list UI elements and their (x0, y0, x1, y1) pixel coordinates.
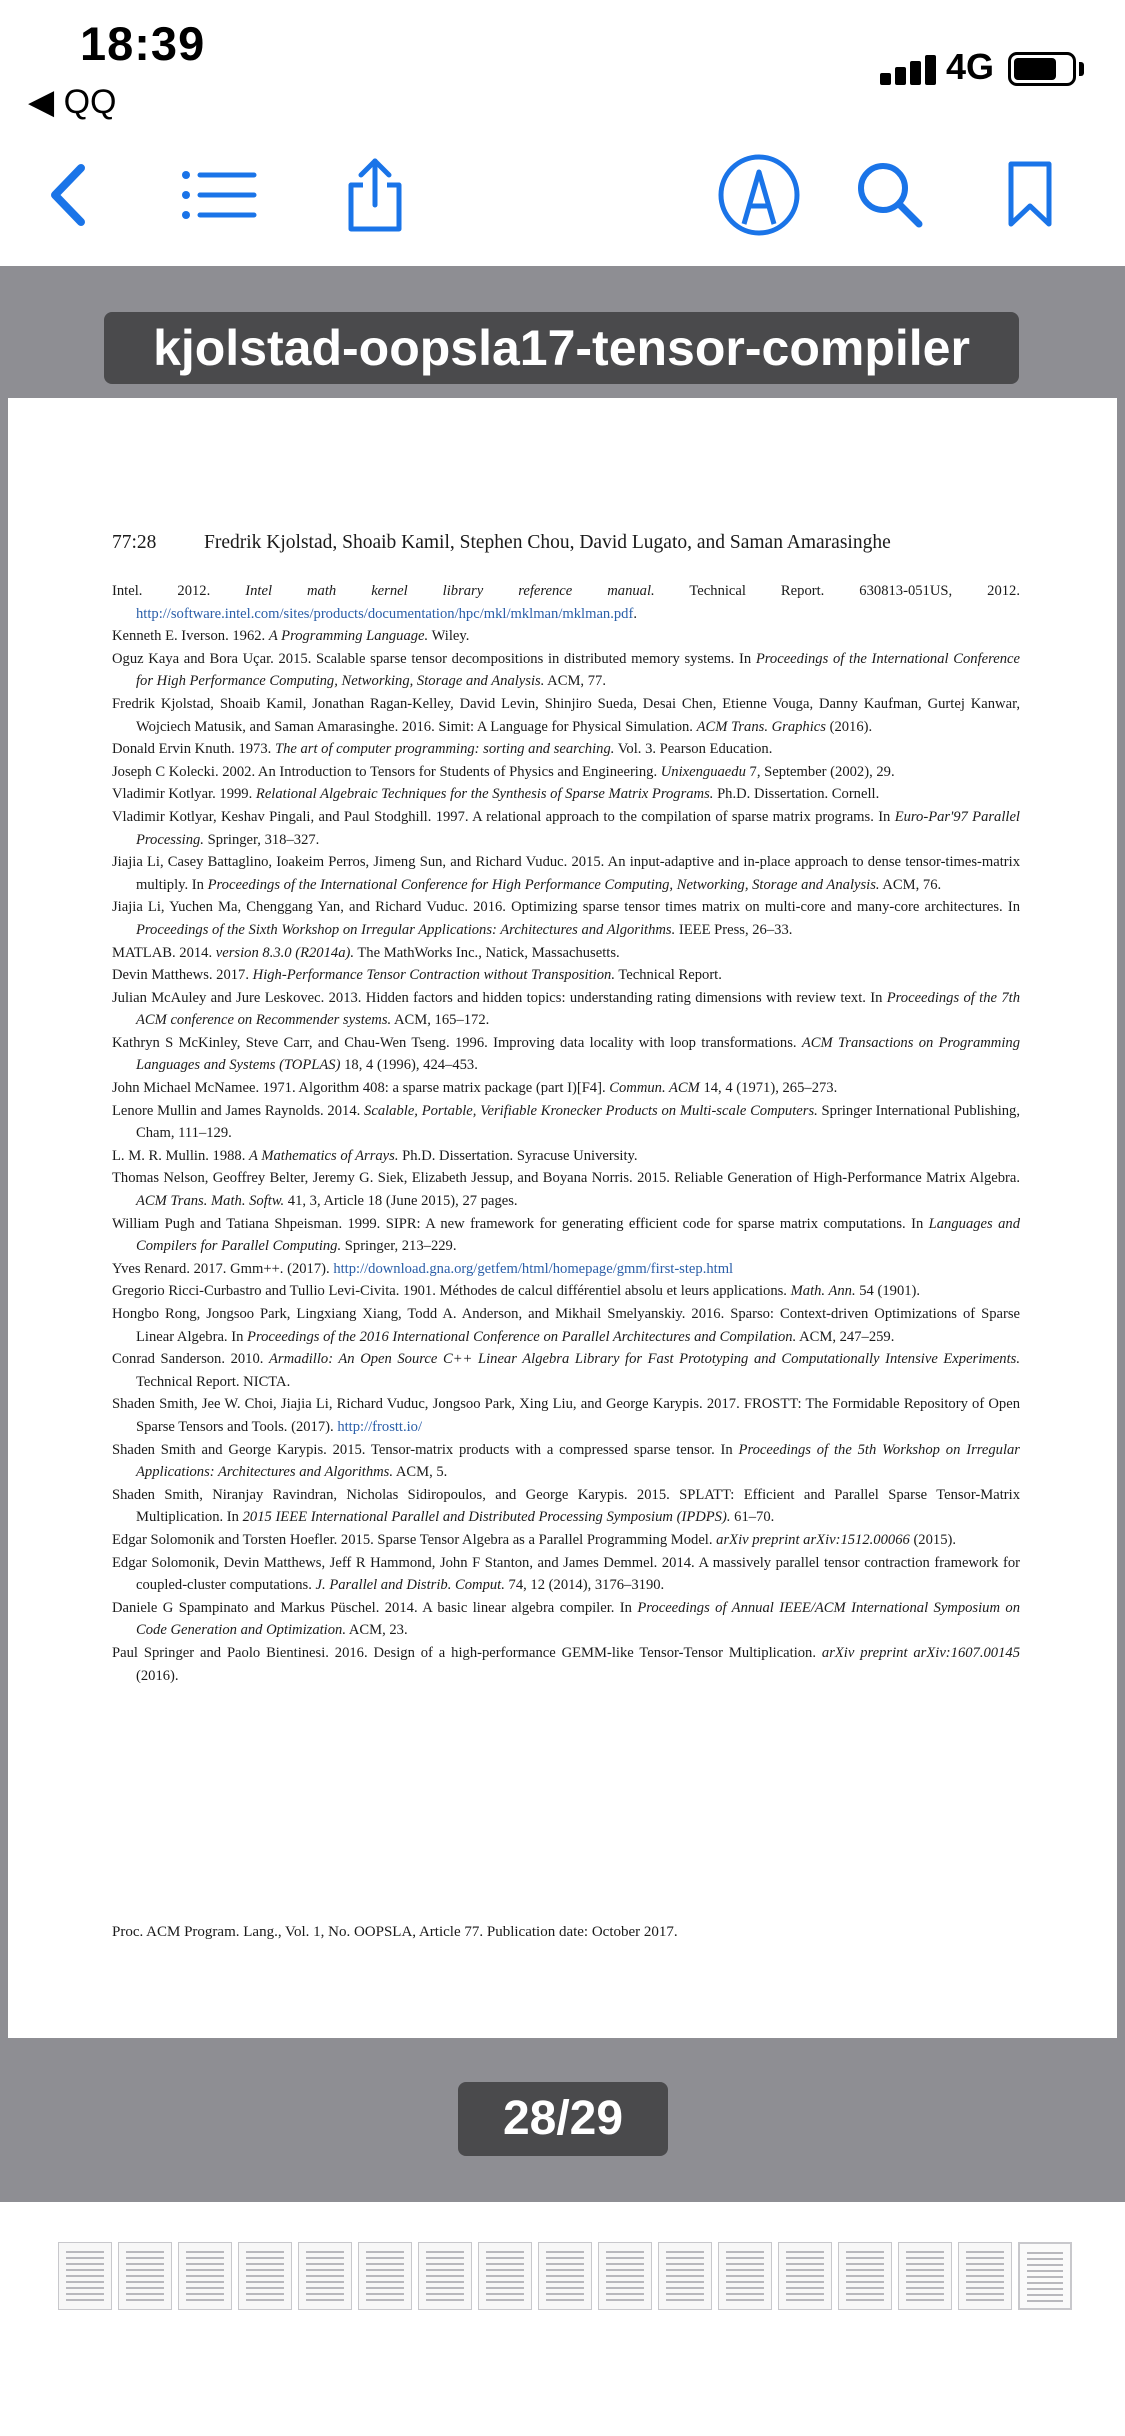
reference-item (112, 942, 1020, 965)
reference-text: Fredrik Kjolstad, Shoaib Kamil, Jonathan Ragan-Kelley, David Levin, Shinjiro Sueda, Desai Chen, Etienne Vouga, Danny Kaufman, Gurtej Kanwar, Wojciech Matusik, and Saman Amarasinghe. 2016. Simit: A Language for Physical Simulation. (112, 695, 1020, 735)
running-head (112, 532, 1020, 554)
running-head-authors: Fredrik Kjolstad, Shoaib Kamil, Stephen Chou, David Lugato, and Saman Amarasinghe (204, 532, 891, 553)
page-footer: Proc. ACM Program. Lang., Vol. 1, No. OOPSLA, Article 77. Publication date: October 2017. (112, 1924, 678, 1940)
reference-item (112, 580, 1020, 625)
reference-venue: ACM Transactions on Programming Languages and Systems (TOPLAS) (136, 1034, 1020, 1074)
share-icon (343, 155, 407, 235)
pdf-page[interactable] (8, 398, 1117, 2038)
reference-venue: Languages and Compilers for Parallel Computing. (136, 1215, 1020, 1255)
page-thumbnail[interactable] (178, 2242, 232, 2310)
list-icon (178, 165, 258, 225)
reference-text: MATLAB. 2014. (112, 944, 216, 961)
bookmark-icon (1005, 160, 1055, 230)
reference-venue: Proceedings of the International Conference for High Performance Computing, Networking, Storage and Analysis. (207, 876, 880, 893)
reference-item (112, 1145, 1020, 1168)
reference-venue: Intel math kernel library reference manual. (245, 583, 655, 599)
page-thumbnail[interactable] (238, 2242, 292, 2310)
share-button[interactable] (330, 150, 420, 240)
reference-text: Springer, 318–327. (203, 831, 320, 848)
reference-text: Technical Report. (614, 967, 722, 984)
reference-text: 54 (1901). (855, 1283, 921, 1300)
reference-text: Edgar Solomonik and Torsten Hoefler. 2015. Sparse Tensor Algebra as a Parallel Programming Model. (112, 1531, 717, 1548)
reference-url[interactable]: http://download.gna.org/getfem/html/homepage/gmm/first-step.html (333, 1260, 734, 1277)
reference-url[interactable]: http://frostt.io/ (337, 1418, 423, 1435)
reference-list (112, 580, 1020, 1687)
reference-text: Gregorio Ricci-Curbastro and Tullio Levi-Civita. 1901. Méthodes de calcul différentiel absolu et leurs applications. (112, 1283, 791, 1300)
reference-venue: Math. Ann. (790, 1283, 856, 1300)
reference-venue: Proceedings of the 7th ACM conference on Recommender systems. (136, 989, 1020, 1029)
page-thumbnail[interactable] (838, 2242, 892, 2310)
reference-text: Ph.D. Dissertation. Cornell. (713, 786, 880, 803)
reference-text: ACM, 23. (345, 1622, 408, 1639)
reference-url[interactable]: http://software.intel.com/sites/products/documentation/hpc/mkl/mklman/mklman.pdf (136, 605, 634, 622)
reference-text: Devin Matthews. 2017. (112, 967, 253, 984)
reference-text: Yves Renard. 2017. Gmm++. (2017). (112, 1260, 334, 1277)
reference-text: Shaden Smith, Jee W. Choi, Jiajia Li, Richard Vuduc, Jongsoo Park, Xing Liu, and George Karypis. 2017. FROSTT: The Formidable Repository of Open Sparse Tensors and Tools. (2017). (112, 1396, 1020, 1435)
reference-item (112, 738, 1020, 761)
status-bar (0, 0, 1125, 130)
reference-item (112, 1597, 1020, 1642)
reference-venue: Proceedings of the 2016 International Conference on Parallel Architectures and Compilation. (247, 1328, 797, 1345)
reference-item (112, 806, 1020, 851)
reference-text: Edgar Solomonik, Devin Matthews, Jeff R Hammond, John F Stanton, and James Demmel. 2014. A massively parallel tensor contraction framework for coupled-cluster computations. (112, 1554, 1020, 1594)
reference-item (112, 761, 1020, 784)
reference-venue: High-Performance Tensor Contraction without Transposition. (252, 967, 615, 984)
reference-item (112, 1167, 1020, 1212)
battery-cap (1079, 62, 1084, 76)
reference-text: Shaden Smith and George Karypis. 2015. Tensor-matrix products with a compressed sparse tensor. In (112, 1441, 739, 1458)
bookmark-button[interactable] (985, 150, 1075, 240)
reference-item (112, 1439, 1020, 1484)
reference-text: 18, 4 (1996), 424–453. (340, 1057, 478, 1074)
reference-text: Jiajia Li, Yuchen Ma, Chenggang Yan, and Richard Vuduc. 2016. Optimizing sparse tensor times matrix on multi-core and many-core architectures. In (112, 899, 1020, 916)
reference-text: (2016). (136, 1667, 179, 1684)
page-thumbnail[interactable] (718, 2242, 772, 2310)
page-content (112, 532, 1020, 1687)
reference-text: L. M. R. Mullin. 1988. (112, 1147, 250, 1164)
reference-text: Shaden Smith, Niranjay Ravindran, Nicholas Sidiropoulos, and George Karypis. 2015. SPLATT: Efficient and Parallel Sparse Tensor-Matrix Multiplication. In (112, 1486, 1020, 1526)
reference-venue: A Programming Language. (268, 628, 429, 645)
reference-item (112, 1258, 1020, 1281)
reference-item (112, 1100, 1020, 1145)
reference-text: Joseph C Kolecki. 2002. An Introduction to Tensors for Students of Physics and Engineering. (112, 763, 661, 780)
page-number: 77:28 (112, 532, 157, 553)
reference-item (112, 1280, 1020, 1303)
page-thumbnail[interactable] (958, 2242, 1012, 2310)
reference-text: Vol. 3. Pearson Education. (614, 741, 773, 758)
reference-item (112, 783, 1020, 806)
reference-venue: Scalable, Portable, Verifiable Kronecker Products on Multi-scale Computers. (364, 1102, 818, 1119)
reference-text: Technical Report. 630813-051US, 2012. (654, 583, 1020, 599)
reference-text: Julian McAuley and Jure Leskovec. 2013. Hidden factors and hidden topics: understanding rating dimensions with review text. In (112, 989, 887, 1006)
reference-venue: version 8.3.0 (R2014a). (215, 944, 354, 961)
reference-item (112, 1393, 1020, 1438)
reference-venue: ACM Trans. Math. Softw. (136, 1193, 285, 1210)
reference-text: Springer, 213–229. (341, 1238, 457, 1255)
markup-button[interactable] (714, 150, 804, 240)
back-to-app-link[interactable]: ◀ QQ (28, 83, 117, 121)
reference-text: The MathWorks Inc., Natick, Massachusetts. (354, 944, 620, 961)
reference-venue: Unixenguaedu (660, 763, 746, 780)
reference-venue: Euro-Par'97 Parallel Processing. (136, 808, 1020, 848)
reference-text: Vladimir Kotlyar, Keshav Pingali, and Paul Stodghill. 1997. A relational approach to the compilation of sparse matrix programs. In (112, 808, 895, 825)
outline-list-button[interactable] (173, 150, 263, 240)
reference-item (112, 1642, 1020, 1687)
reference-text: 74, 12 (2014), 3176–3190. (504, 1577, 665, 1594)
reference-venue: ACM Trans. Graphics (696, 718, 826, 735)
back-button[interactable] (24, 150, 114, 240)
page-indicator: 28/29 (458, 2082, 668, 2156)
search-button[interactable] (845, 150, 935, 240)
page-thumbnail[interactable] (58, 2242, 112, 2310)
back-chevron-icon (39, 160, 99, 230)
page-thumbnail[interactable] (598, 2242, 652, 2310)
reference-venue: 2015 IEEE International Parallel and Distributed Processing Symposium (IPDPS). (242, 1509, 731, 1526)
reference-text: Technical Report. NICTA. (136, 1373, 291, 1390)
reference-item (112, 1077, 1020, 1100)
reference-text: . (633, 605, 637, 622)
cellular-signal-icon (880, 55, 940, 85)
reference-text: Donald Ervin Knuth. 1973. (112, 741, 275, 758)
reference-text: ACM, 77. (544, 673, 606, 690)
reference-item (112, 1348, 1020, 1393)
network-type: 4G (946, 46, 995, 87)
reference-item (112, 964, 1020, 987)
reference-venue: Commun. ACM (609, 1080, 700, 1097)
reference-text: (2016). (825, 718, 873, 735)
page-thumbnail[interactable] (298, 2242, 352, 2310)
reference-text: Oguz Kaya and Bora Uçar. 2015. Scalable sparse tensor decompositions in distributed memory systems. In (112, 650, 756, 667)
reference-text: Hongbo Rong, Jongsoo Park, Lingxiang Xiang, Todd A. Anderson, and Mikhail Smelyanskiy. 2016. Sparso: Context-driven Optimizations of Sparse Linear Algebra. In (112, 1306, 1020, 1345)
thumbnail-strip[interactable] (0, 2202, 1125, 2436)
page-thumbnail[interactable] (898, 2242, 952, 2310)
page-thumbnail[interactable] (778, 2242, 832, 2310)
reference-text: 41, 3, Article 18 (June 2015), 27 pages. (284, 1193, 518, 1210)
reference-text: Jiajia Li, Casey Battaglino, Ioakeim Perros, Jimeng Sun, and Richard Vuduc. 2015. An input-adaptive and in-place approach to dense tensor-times-matrix multiply. In (112, 854, 1020, 893)
reference-item (112, 1484, 1020, 1529)
reference-venue: Relational Algebraic Techniques for the Synthesis of Sparse Matrix Programs. (255, 786, 714, 803)
reference-text: 7, September (2002), 29. (745, 763, 895, 780)
reference-text: Kenneth E. Iverson. 1962. (112, 628, 269, 645)
reference-item (112, 1552, 1020, 1597)
reference-venue: Proceedings of the International Conference for High Performance Computing, Networking, Storage and Analysis. (136, 650, 1020, 690)
page-thumbnail[interactable] (658, 2242, 712, 2310)
page-thumbnail[interactable] (1018, 2242, 1072, 2310)
reference-text: John Michael McNamee. 1971. Algorithm 408: a sparse matrix package (part I)[F4]. (112, 1080, 610, 1097)
reference-item (112, 1529, 1020, 1552)
reference-venue: Proceedings of the 5th Workshop on Irregular Applications: Architectures and Algorithms. (136, 1441, 1020, 1481)
search-icon (855, 160, 925, 230)
reference-text: (2015). (909, 1531, 957, 1548)
reference-venue: The art of computer programming: sorting and searching. (274, 741, 615, 758)
reference-text: ACM, 165–172. (391, 1012, 490, 1029)
reference-venue: Proceedings of the Sixth Workshop on Irregular Applications: Architectures and Algorithms. (136, 921, 676, 938)
reference-item (112, 1032, 1020, 1077)
reference-text: Vladimir Kotlyar. 1999. (112, 786, 256, 803)
reference-text: Wiley. (428, 628, 470, 645)
reference-text: Intel. 2012. (112, 583, 246, 599)
battery-icon (1008, 52, 1076, 86)
reference-text: Thomas Nelson, Geoffrey Belter, Jeremy G. Siek, Elizabeth Jessup, and Boyana Norris. 2015. Reliable Generation of High-Performance Matrix Algebra. (112, 1170, 1020, 1187)
reference-text: ACM, 76. (879, 876, 942, 893)
reference-item (112, 1303, 1020, 1348)
reference-text: Conrad Sanderson. 2010. (112, 1351, 270, 1368)
reference-text: 61–70. (730, 1509, 775, 1526)
reference-item (112, 625, 1020, 648)
markup-icon (714, 150, 804, 240)
page-thumbnail[interactable] (118, 2242, 172, 2310)
reference-text: ACM, 5. (393, 1464, 448, 1481)
reference-text: Daniele G Spampinato and Markus Püschel. 2014. A basic linear algebra compiler. In (112, 1599, 638, 1616)
reference-item (112, 1213, 1020, 1258)
reference-venue: A Mathematics of Arrays. (249, 1147, 399, 1164)
reference-item (112, 987, 1020, 1032)
reference-venue: J. Parallel and Distrib. Comput. (315, 1577, 505, 1594)
document-title: kjolstad-oopsla17-tensor-compiler (104, 312, 1019, 384)
reference-text: Springer International Publishing, Cham, 111–129. (136, 1102, 1021, 1142)
reference-text: Kathryn S McKinley, Steve Carr, and Chau-Wen Tseng. 1996. Improving data locality with loop transformations. (112, 1034, 802, 1051)
reference-text: IEEE Press, 26–33. (675, 921, 793, 938)
reference-item (112, 896, 1020, 941)
pdf-toolbar (0, 130, 1125, 266)
reference-text: Lenore Mullin and James Raynolds. 2014. (112, 1102, 365, 1119)
reference-item (112, 648, 1020, 693)
reference-venue: Proceedings of Annual IEEE/ACM International Symposium on Code Generation and Optimization. (136, 1599, 1020, 1639)
reference-text: Ph.D. Dissertation. Syracuse University. (398, 1147, 638, 1164)
page-thumbnail[interactable] (418, 2242, 472, 2310)
page-thumbnail[interactable] (478, 2242, 532, 2310)
reference-item (112, 693, 1020, 738)
reference-venue: arXiv preprint arXiv:1512.00066 (716, 1531, 910, 1548)
battery-level-fill (1014, 58, 1056, 80)
reference-text: Paul Springer and Paolo Bientinesi. 2016. Design of a high-performance GEMM-like Tensor-Tensor Multiplication. (112, 1644, 822, 1661)
reference-item (112, 851, 1020, 896)
reference-text: 14, 4 (1971), 265–273. (699, 1080, 838, 1097)
page-thumbnail[interactable] (358, 2242, 412, 2310)
reference-text: William Pugh and Tatiana Shpeisman. 1999. SIPR: A new framework for generating efficient code for sparse matrix computations. In (112, 1215, 929, 1232)
status-time: 18:39 (80, 17, 206, 70)
page-thumbnail[interactable] (538, 2242, 592, 2310)
reference-venue: arXiv preprint arXiv:1607.00145 (821, 1644, 1020, 1661)
reference-venue: Armadillo: An Open Source C++ Linear Algebra Library for Fast Prototyping and Computationally Intensive Experiments. (269, 1351, 1020, 1368)
reference-text: ACM, 247–259. (796, 1328, 895, 1345)
